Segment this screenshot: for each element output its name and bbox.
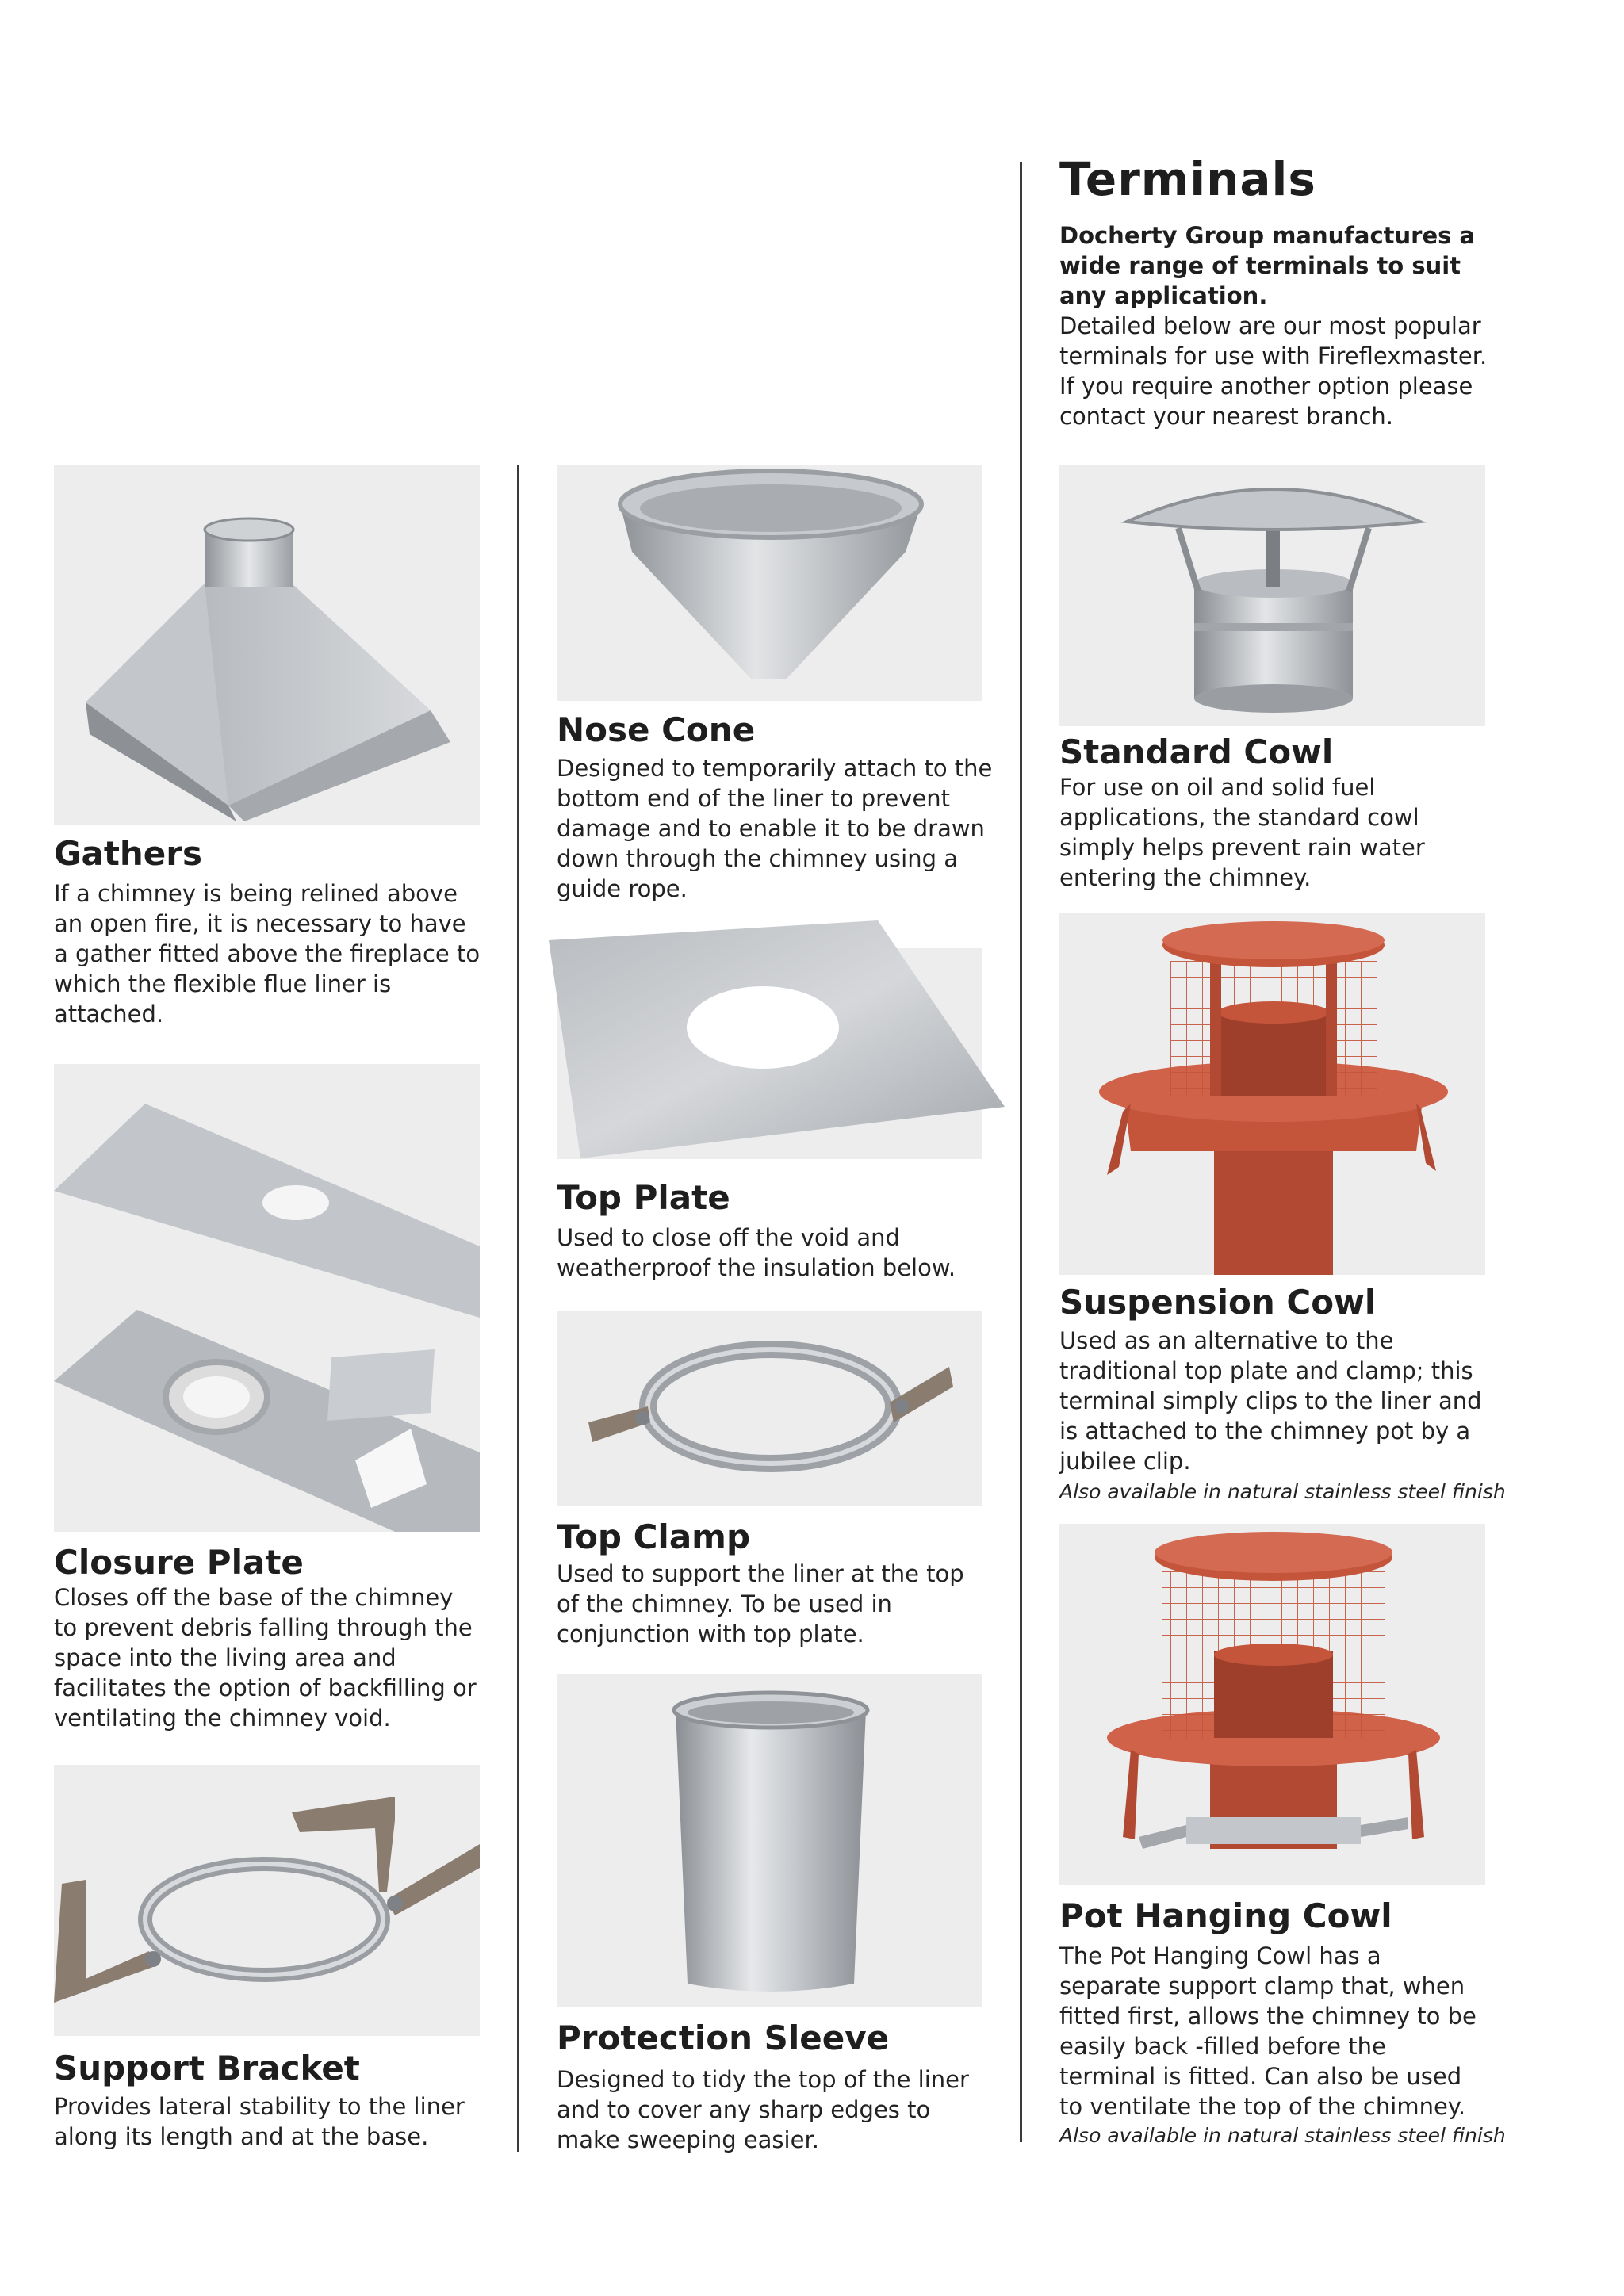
- top-plate-image: [557, 948, 982, 1159]
- gathers-description: If a chimney is being relined above an open fire, it is necessary to have a gather fitted above the fireplace to which the flexible flue liner is attached.: [54, 880, 481, 1027]
- section-intro-lead: Docherty Group manufactures a wide range of terminals to suit any application.: [1059, 222, 1476, 309]
- gathers-icon: [54, 465, 480, 825]
- support-bracket-description: Provides lateral stability to the liner along its length and at the base.: [54, 2093, 465, 2150]
- section-title: Terminals: [1059, 152, 1316, 206]
- section-intro-body: Detailed below are our most popular terminals for use with Fireflexmaster. If you require another option please contact your nearest branch.: [1059, 312, 1488, 430]
- nose-cone-icon: [557, 465, 982, 701]
- standard-cowl-image: [1059, 465, 1485, 726]
- column-divider-left: [517, 465, 519, 2152]
- top-plate-description: Used to close off the void and weatherproof the insulation below.: [557, 1224, 956, 1281]
- closure-plate-title: Closure Plate: [54, 1543, 304, 1582]
- top-clamp-description: Used to support the liner at the top of the chimney. To be used in conjunction with top plate.: [557, 1560, 964, 1647]
- top-clamp-icon: [557, 1311, 982, 1506]
- pot-hanging-cowl-icon: [1059, 1524, 1485, 1885]
- top-clamp-title: Top Clamp: [557, 1517, 751, 1556]
- pot-hanging-cowl-image: [1059, 1524, 1485, 1885]
- pot-hanging-cowl-description: The Pot Hanging Cowl has a separate support clamp that, when fitted first, allows the chimney to be easily back -filled before the terminal is fitted. Can also be used to ventilate the top of the chimney.: [1059, 1942, 1477, 2120]
- suspension-cowl-icon: [1059, 913, 1485, 1275]
- nose-cone-description: Designed to temporarily attach to the bottom end of the liner to prevent damage and to enable it to be drawn down through the chimney using a guide rope.: [557, 755, 993, 902]
- column-divider-right: [1020, 162, 1022, 2142]
- gathers-image: [54, 465, 480, 825]
- closure-plate-icon: [54, 1064, 480, 1532]
- closure-plate-description: Closes off the base of the chimney to prevent debris falling through the space into the living area and facilitates the option of backfilling or ventilating the chimney void.: [54, 1584, 477, 1732]
- top-clamp-image: [557, 1311, 982, 1506]
- protection-sleeve-description: Designed to tidy the top of the liner and to cover any sharp edges to make sweeping easier.: [557, 2066, 969, 2153]
- protection-sleeve-title: Protection Sleeve: [557, 2019, 890, 2057]
- top-plate-icon: [557, 948, 982, 1159]
- suspension-cowl-image: [1059, 913, 1485, 1275]
- protection-sleeve-icon: [557, 1674, 982, 2007]
- closure-plate-image: [54, 1064, 480, 1532]
- nose-cone-image: [557, 465, 982, 701]
- suspension-cowl-title: Suspension Cowl: [1059, 1283, 1377, 1322]
- nose-cone-title: Nose Cone: [557, 710, 756, 749]
- standard-cowl-title: Standard Cowl: [1059, 733, 1334, 771]
- support-bracket-icon: [54, 1765, 480, 2036]
- suspension-cowl-description: Used as an alternative to the traditional top plate and clamp; this terminal simply clips to the liner and is attached to the chimney pot by a jubilee clip.: [1059, 1327, 1482, 1475]
- support-bracket-title: Support Bracket: [54, 2049, 360, 2087]
- suspension-cowl-note: Also available in natural stainless steel finish: [1059, 1480, 1506, 1503]
- top-plate-title: Top Plate: [557, 1178, 730, 1217]
- protection-sleeve-image: [557, 1674, 982, 2007]
- gathers-title: Gathers: [54, 834, 202, 873]
- support-bracket-image: [54, 1765, 480, 2036]
- pot-hanging-cowl-title: Pot Hanging Cowl: [1059, 1896, 1392, 1935]
- standard-cowl-description: For use on oil and solid fuel applications, the standard cowl simply helps prevent rain water entering the chimney.: [1059, 774, 1425, 891]
- pot-hanging-cowl-note: Also available in natural stainless steel finish: [1059, 2124, 1506, 2147]
- standard-cowl-icon: [1059, 465, 1485, 726]
